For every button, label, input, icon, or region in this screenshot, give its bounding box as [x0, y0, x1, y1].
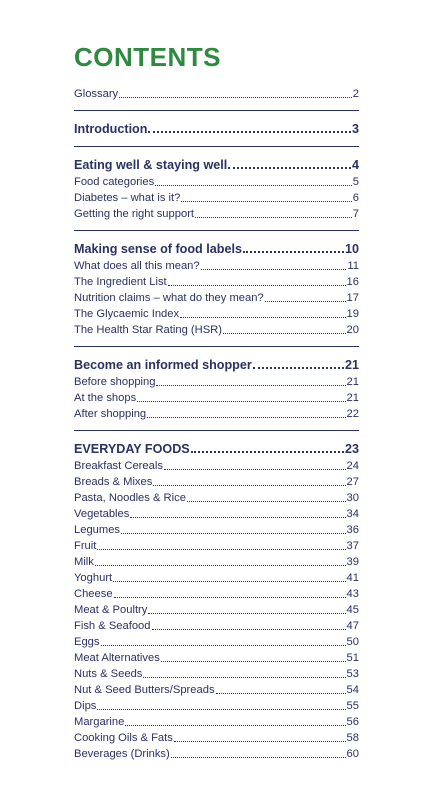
toc-entry[interactable]: [74, 206, 359, 222]
toc-entry-label: At the shops: [74, 392, 137, 404]
toc-heading-label: EVERYDAY FOODS: [74, 442, 190, 456]
toc-entry[interactable]: [74, 458, 359, 474]
dot-leader: [119, 96, 352, 98]
toc-entry-label: Food categories: [74, 176, 155, 188]
toc-entry-label: Margarine: [74, 716, 125, 728]
toc-entry-page: 58: [346, 732, 359, 744]
dot-leader: [161, 660, 346, 662]
toc-entry-glossary[interactable]: [74, 86, 359, 102]
toc-entry-page: 51: [346, 652, 359, 664]
toc-entry[interactable]: [74, 506, 359, 522]
dot-leader: [130, 516, 345, 518]
toc-heading-page: 21: [344, 358, 359, 372]
dot-leader: [180, 316, 345, 318]
page-title: CONTENTS: [74, 42, 221, 72]
toc-entry-page: 2: [352, 88, 359, 100]
dot-leader: [174, 740, 346, 742]
toc-entry-label: The Health Star Rating (HSR): [74, 324, 222, 336]
toc-entry-page: 56: [346, 716, 359, 728]
toc-entry-label: Breads & Mixes: [74, 476, 153, 488]
dot-leader: [187, 500, 346, 502]
toc-entry-page: 55: [346, 700, 359, 712]
toc-entry[interactable]: [74, 258, 359, 274]
toc-entry-label: After shopping: [74, 408, 147, 420]
dot-leader: [101, 644, 346, 646]
toc-entry-page: 24: [346, 460, 359, 472]
toc-entry-page: 36: [346, 524, 359, 536]
toc-entry[interactable]: [74, 474, 359, 490]
dot-leader: [223, 332, 346, 334]
dot-leader: [148, 130, 351, 133]
dot-leader: [113, 580, 345, 582]
dot-leader: [153, 484, 345, 486]
toc-heading-page: 4: [351, 158, 359, 172]
divider: [74, 346, 359, 347]
toc-entry-label: Meat & Poultry: [74, 604, 148, 616]
dot-leader: [121, 532, 346, 534]
dot-leader: [147, 416, 345, 418]
dot-leader: [148, 612, 345, 614]
dot-leader: [265, 300, 346, 302]
dot-leader: [137, 400, 345, 402]
toc-entry-label: Yoghurt: [74, 572, 113, 584]
toc-heading[interactable]: [74, 240, 359, 258]
toc-entry-label: Milk: [74, 556, 94, 568]
toc-entry[interactable]: [74, 274, 359, 290]
toc-entry-label: Dips: [74, 700, 97, 712]
toc-entry[interactable]: [74, 406, 359, 422]
toc-heading-page: 3: [351, 122, 359, 136]
dot-leader: [168, 284, 346, 286]
toc-heading[interactable]: [74, 156, 359, 174]
dot-leader: [171, 756, 346, 758]
toc-entry-page: 19: [346, 308, 359, 320]
toc-entry[interactable]: [74, 634, 359, 650]
dot-leader: [181, 200, 351, 202]
toc-entry-page: 53: [346, 668, 359, 680]
toc-entry-label: Legumes: [74, 524, 121, 536]
toc-entry-page: 37: [346, 540, 359, 552]
toc-entry-label: Fruit: [74, 540, 97, 552]
toc-entry-page: 45: [346, 604, 359, 616]
toc-entry[interactable]: [74, 390, 359, 406]
dot-leader: [201, 268, 347, 270]
dot-leader: [243, 250, 344, 253]
toc-entry-label: Nut & Seed Butters/Spreads: [74, 684, 215, 696]
dot-leader: [216, 692, 346, 694]
table-of-contents: [74, 86, 359, 762]
dot-leader: [95, 564, 346, 566]
toc-entry[interactable]: [74, 190, 359, 206]
toc-entry-page: 7: [352, 208, 359, 220]
toc-entry-page: 43: [346, 588, 359, 600]
toc-entry[interactable]: [74, 618, 359, 634]
toc-entry[interactable]: [74, 490, 359, 506]
divider: [74, 110, 359, 111]
toc-entry-page: 34: [346, 508, 359, 520]
toc-entry-page: 60: [346, 748, 359, 760]
toc-entry[interactable]: [74, 730, 359, 746]
toc-entry-page: 21: [346, 376, 359, 388]
toc-entry[interactable]: [74, 650, 359, 666]
toc-entry-page: 21: [346, 392, 359, 404]
toc-entry[interactable]: [74, 666, 359, 682]
divider: [74, 146, 359, 147]
toc-entry-page: 54: [346, 684, 359, 696]
toc-entry[interactable]: [74, 714, 359, 730]
toc-entry-page: 50: [346, 636, 359, 648]
toc-entry[interactable]: [74, 374, 359, 390]
toc-entry-label: Before shopping: [74, 376, 156, 388]
toc-entry-label: Eggs: [74, 636, 100, 648]
dot-leader: [97, 548, 345, 550]
dot-leader: [143, 676, 345, 678]
toc-entry-page: 11: [347, 260, 359, 272]
toc-entry-label: Diabetes – what is it?: [74, 192, 181, 204]
toc-entry-page: 22: [346, 408, 359, 420]
toc-entry[interactable]: [74, 322, 359, 338]
toc-heading-page: 23: [344, 442, 359, 456]
toc-entry-label: Glossary: [74, 88, 119, 100]
toc-heading-introduction[interactable]: [74, 120, 359, 138]
dot-leader: [114, 596, 346, 598]
toc-entry-label: Breakfast Cereals: [74, 460, 163, 472]
toc-entry-label: Cooking Oils & Fats: [74, 732, 173, 744]
toc-entry-page: 16: [346, 276, 359, 288]
toc-entry-page: 20: [346, 324, 359, 336]
toc-entry-label: Vegetables: [74, 508, 130, 520]
toc-entry[interactable]: [74, 554, 359, 570]
toc-entry-page: 41: [346, 572, 359, 584]
toc-entry-page: 30: [346, 492, 359, 504]
toc-entry[interactable]: [74, 682, 359, 698]
dot-leader: [125, 724, 345, 726]
dot-leader: [191, 450, 344, 453]
toc-heading-label: Become an informed shopper: [74, 358, 252, 372]
toc-entry-label: Cheese: [74, 588, 113, 600]
toc-entry[interactable]: [74, 290, 359, 306]
toc-entry[interactable]: [74, 602, 359, 618]
toc-sections: [74, 146, 359, 762]
toc-entry-page: 5: [352, 176, 359, 188]
toc-heading-label: Introduction: [74, 122, 148, 136]
dot-leader: [155, 184, 352, 186]
dot-leader: [156, 384, 345, 386]
toc-entry[interactable]: [74, 174, 359, 190]
toc-entry-label: Meat Alternatives: [74, 652, 160, 664]
toc-entry-label: Getting the right support: [74, 208, 195, 220]
toc-entry-page: 47: [346, 620, 359, 632]
toc-entry-label: Nuts & Seeds: [74, 668, 143, 680]
toc-entry-label: Beverages (Drinks): [74, 748, 170, 760]
toc-entry-page: 39: [346, 556, 359, 568]
toc-heading-label: Eating well & staying well: [74, 158, 228, 172]
toc-entry[interactable]: [74, 570, 359, 586]
toc-entry-page: 6: [352, 192, 359, 204]
toc-entry-label: The Glycaemic Index: [74, 308, 180, 320]
toc-entry-page: 27: [346, 476, 359, 488]
toc-entry[interactable]: [74, 522, 359, 538]
toc-entry[interactable]: [74, 746, 359, 762]
dot-leader: [195, 216, 352, 218]
toc-heading[interactable]: [74, 356, 359, 374]
toc-entry-label: The Ingredient List: [74, 276, 167, 288]
toc-entry[interactable]: [74, 586, 359, 602]
toc-entry-label: Pasta, Noodles & Rice: [74, 492, 186, 504]
divider: [74, 230, 359, 231]
toc-entry-page: 17: [346, 292, 359, 304]
toc-entry-label: What does all this mean?: [74, 260, 200, 272]
toc-entry-label: Fish & Seafood: [74, 620, 151, 632]
dot-leader: [164, 468, 346, 470]
toc-entry[interactable]: [74, 698, 359, 714]
dot-leader: [228, 166, 351, 169]
dot-leader: [152, 628, 346, 630]
toc-heading-label: Making sense of food labels: [74, 242, 242, 256]
toc-heading-page: 10: [344, 242, 359, 256]
toc-entry[interactable]: [74, 306, 359, 322]
dot-leader: [97, 708, 345, 710]
toc-heading[interactable]: [74, 440, 359, 458]
divider: [74, 430, 359, 431]
toc-entry[interactable]: [74, 538, 359, 554]
dot-leader: [253, 366, 344, 369]
toc-entry-label: Nutrition claims – what do they mean?: [74, 292, 264, 304]
